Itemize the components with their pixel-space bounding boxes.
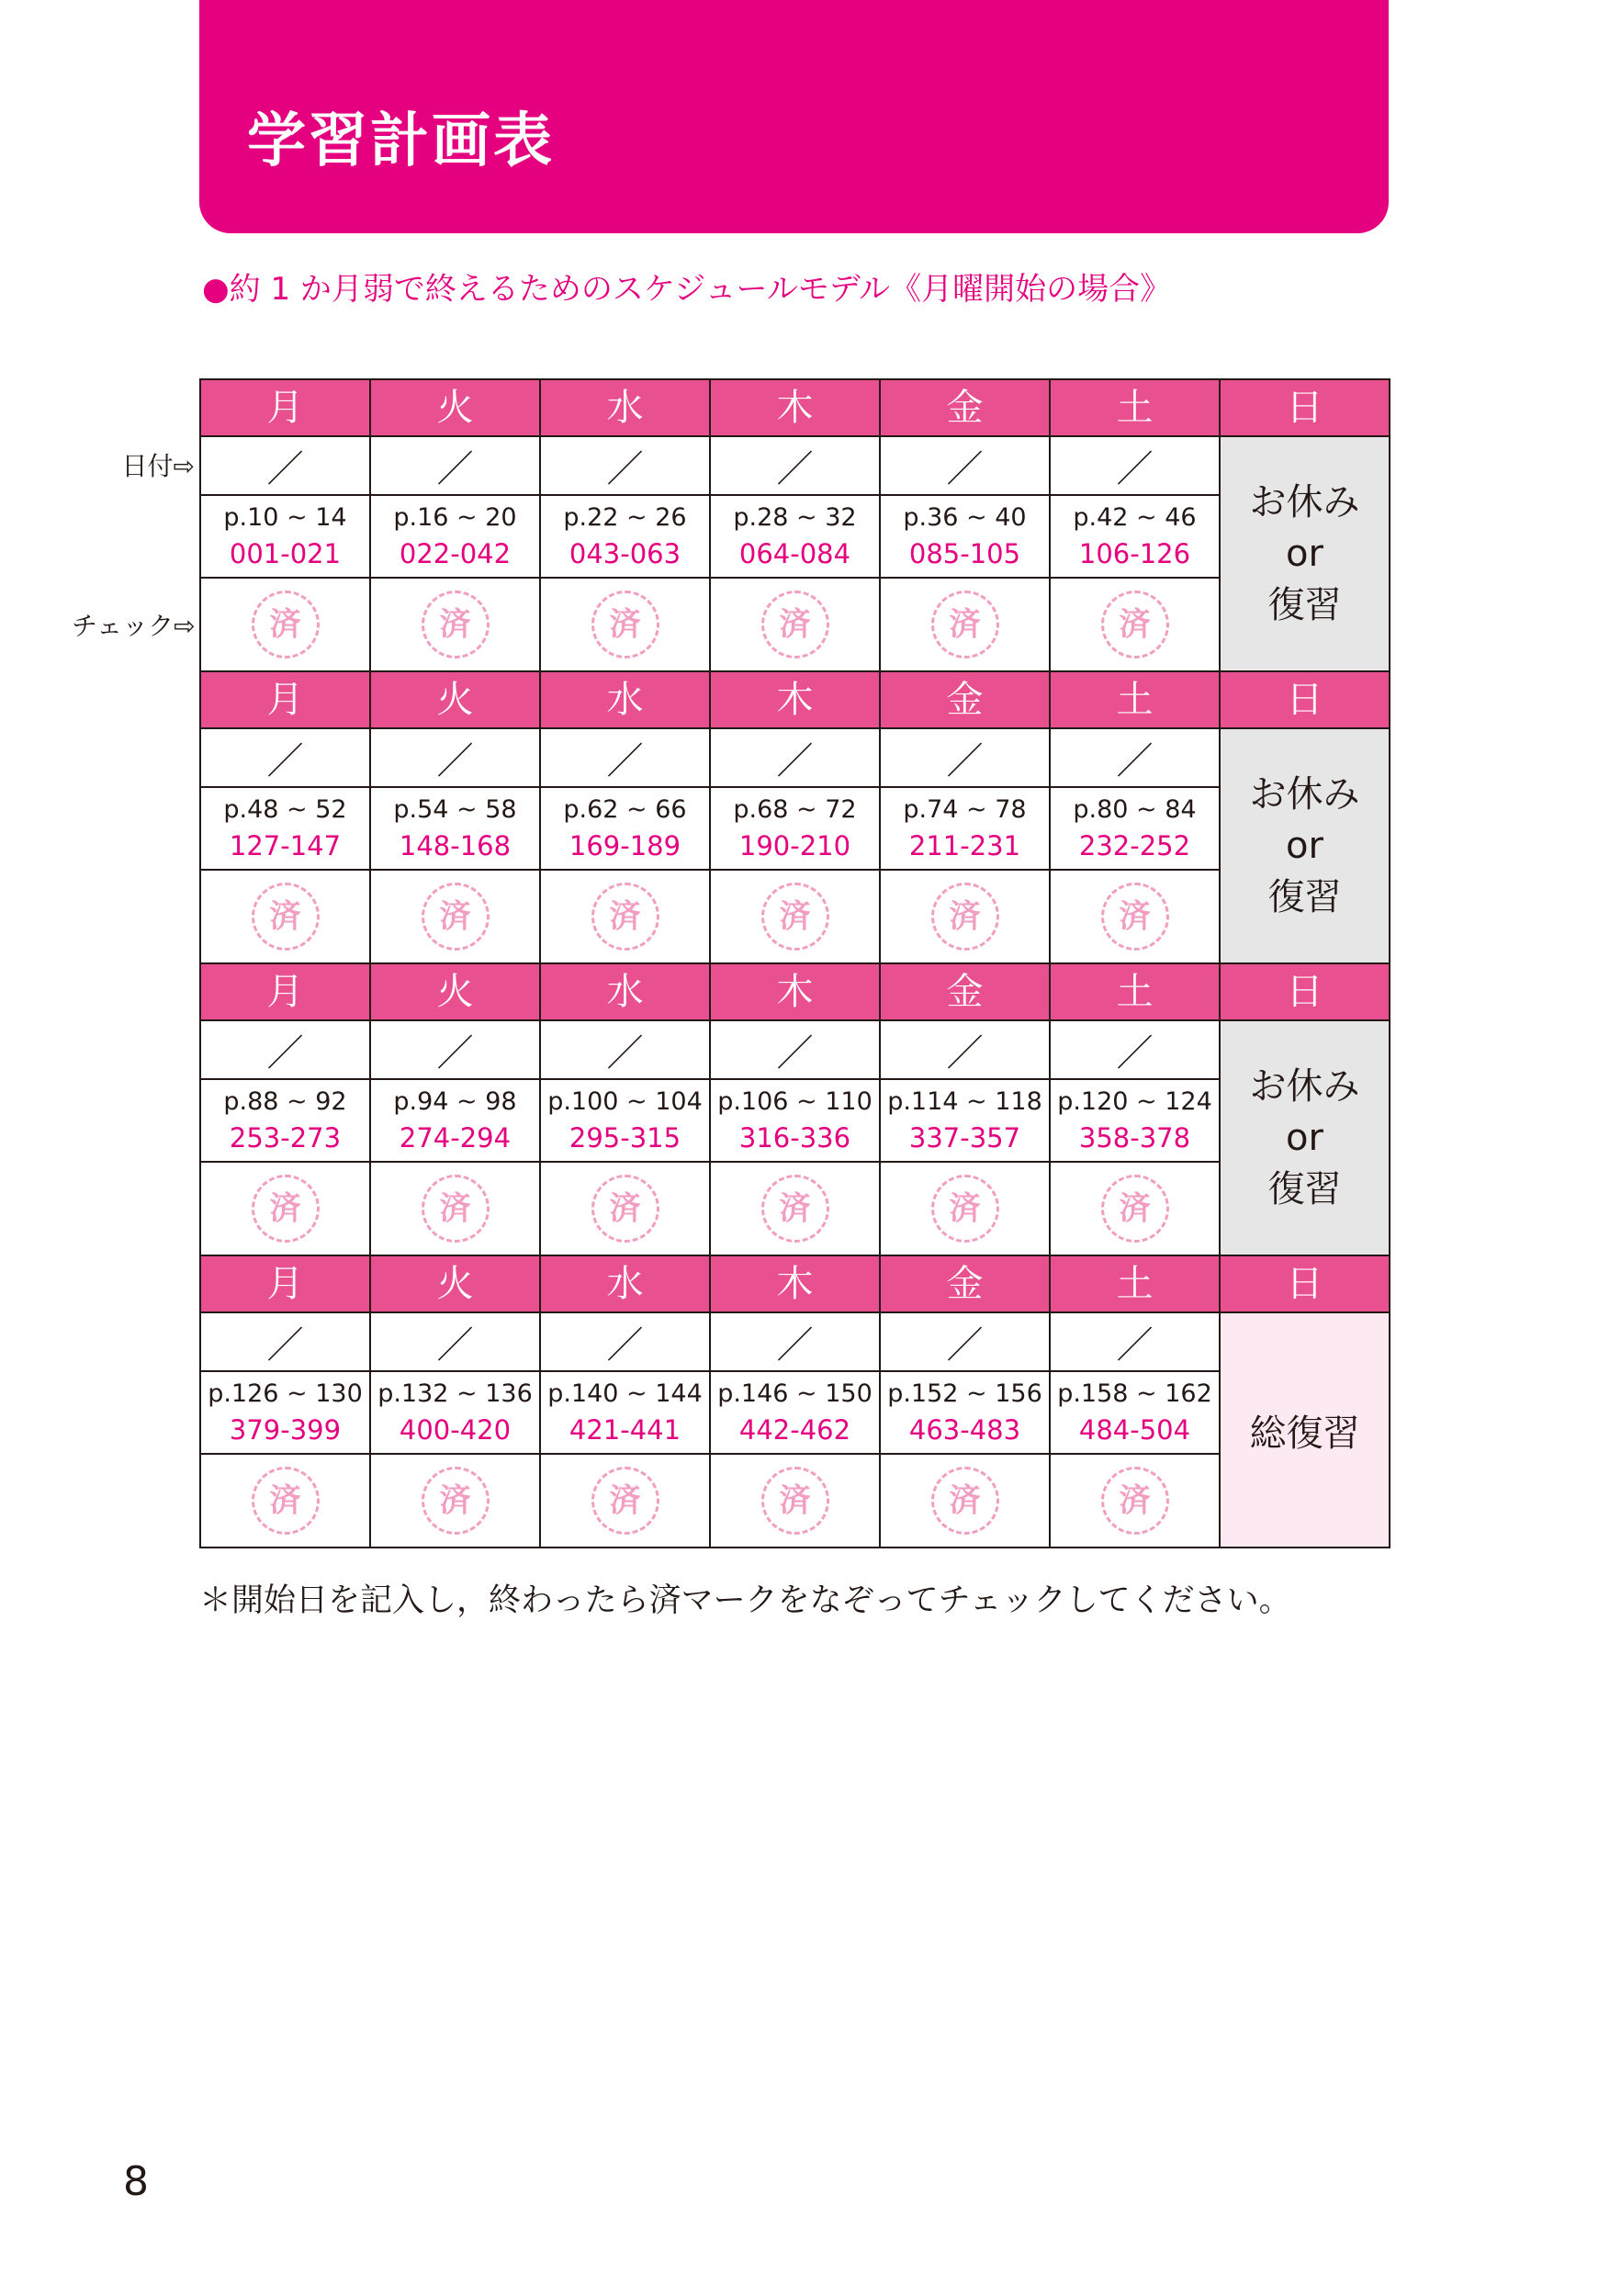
page-range: p.68 ~ 72 [733, 794, 857, 824]
check-cell [200, 870, 370, 963]
done-stamp[interactable]: 済 [422, 1175, 490, 1243]
item-range: 064-084 [738, 537, 851, 569]
page-range: p.126 ~ 130 [208, 1379, 363, 1408]
item-range: 421-441 [569, 1413, 681, 1446]
sunday-text: お休み [1249, 481, 1360, 523]
pages-row [200, 1079, 1390, 1162]
day-header-cell: 土 [1050, 379, 1220, 436]
sunday-text: 復習 [1267, 584, 1342, 626]
page-range: p.28 ~ 32 [733, 502, 857, 532]
item-range: 358-378 [1078, 1121, 1191, 1154]
pages-cell [540, 495, 710, 578]
day-header-cell: 月 [200, 671, 370, 728]
sunday-cell [1220, 728, 1390, 963]
done-stamp[interactable]: 済 [1101, 591, 1169, 658]
page-range: p.152 ~ 156 [887, 1379, 1042, 1408]
sunday-text: 復習 [1267, 876, 1342, 918]
pages-cell [1050, 1371, 1220, 1454]
check-cell [370, 578, 540, 671]
date-row-label: 日付⇨ [121, 451, 195, 481]
page-range: p.48 ~ 52 [223, 794, 347, 824]
day-header-cell: 木 [710, 963, 880, 1020]
done-stamp[interactable]: 済 [591, 591, 659, 658]
day-header-cell: 木 [710, 671, 880, 728]
page-range: p.94 ~ 98 [393, 1086, 517, 1116]
pages-cell [200, 1079, 370, 1162]
check-row [200, 870, 1390, 963]
check-cell [1050, 1454, 1220, 1548]
date-entry-cell[interactable]: ／ [710, 1312, 880, 1371]
done-stamp[interactable]: 済 [931, 1467, 999, 1535]
sunday-text: or [1286, 825, 1323, 867]
date-entry-cell[interactable]: ／ [200, 436, 370, 495]
done-stamp[interactable]: 済 [591, 1175, 659, 1243]
check-cell [200, 1162, 370, 1255]
date-entry-cell[interactable]: ／ [540, 436, 710, 495]
pages-cell [540, 1371, 710, 1454]
check-cell [540, 578, 710, 671]
item-range: 379-399 [229, 1413, 342, 1446]
check-row [200, 1162, 1390, 1255]
sunday-cell [1220, 1020, 1390, 1255]
pages-cell [880, 1371, 1050, 1454]
day-header-row [200, 963, 1390, 1020]
check-row [200, 1454, 1390, 1548]
check-cell [200, 1454, 370, 1548]
item-range: 169-189 [569, 829, 681, 861]
done-stamp[interactable]: 済 [252, 1175, 320, 1243]
item-range: 337-357 [908, 1121, 1021, 1154]
date-entry-cell[interactable]: ／ [540, 728, 710, 787]
done-stamp[interactable]: 済 [1101, 1175, 1169, 1243]
done-stamp[interactable]: 済 [761, 1467, 829, 1535]
check-cell [710, 870, 880, 963]
date-entry-cell[interactable]: ／ [200, 1020, 370, 1079]
pages-cell [1050, 787, 1220, 870]
page-range: p.140 ~ 144 [547, 1379, 703, 1408]
pages-cell [200, 495, 370, 578]
day-header-cell: 土 [1050, 963, 1220, 1020]
item-range: 001-021 [229, 537, 342, 569]
check-cell [710, 1454, 880, 1548]
check-cell [1050, 1162, 1220, 1255]
page-range: p.80 ~ 84 [1073, 794, 1197, 824]
date-row [200, 436, 1390, 495]
day-header-cell: 木 [710, 1255, 880, 1312]
date-entry-cell[interactable]: ／ [710, 436, 880, 495]
page-range: p.100 ~ 104 [547, 1086, 703, 1116]
done-stamp[interactable]: 済 [422, 1467, 490, 1535]
page-range: p.42 ~ 46 [1073, 502, 1197, 532]
date-entry-cell[interactable]: ／ [540, 1020, 710, 1079]
date-entry-cell[interactable]: ／ [880, 436, 1050, 495]
day-header-cell: 火 [370, 671, 540, 728]
pages-cell [370, 495, 540, 578]
check-cell [880, 578, 1050, 671]
date-entry-cell[interactable]: ／ [1050, 728, 1220, 787]
day-header-row [200, 1255, 1390, 1312]
check-cell [370, 1454, 540, 1548]
pages-cell [880, 495, 1050, 578]
day-header-row [200, 671, 1390, 728]
day-header-cell: 日 [1220, 1255, 1390, 1312]
item-range: 463-483 [908, 1413, 1021, 1446]
page-range: p.62 ~ 66 [563, 794, 687, 824]
item-range: 442-462 [738, 1413, 851, 1446]
sunday-text: お休み [1249, 1065, 1360, 1108]
page-range: p.88 ~ 92 [223, 1086, 347, 1116]
pages-cell [370, 1371, 540, 1454]
done-stamp[interactable]: 済 [252, 1467, 320, 1535]
done-stamp[interactable]: 済 [422, 883, 490, 951]
page-range: p.36 ~ 40 [903, 502, 1027, 532]
day-header-cell: 日 [1220, 671, 1390, 728]
sunday-cell [1220, 436, 1390, 671]
date-entry-cell[interactable]: ／ [370, 1020, 540, 1079]
check-cell [370, 870, 540, 963]
page-range: p.146 ~ 150 [717, 1379, 873, 1408]
page-range: p.74 ~ 78 [903, 794, 1027, 824]
study-schedule-table [199, 378, 1390, 1548]
day-header-cell: 金 [880, 1255, 1050, 1312]
day-header-cell: 水 [540, 1255, 710, 1312]
item-range: 148-168 [399, 829, 512, 861]
pages-cell [200, 787, 370, 870]
date-entry-cell[interactable]: ／ [880, 728, 1050, 787]
day-header-cell: 水 [540, 963, 710, 1020]
schedule-subtitle: ●約 1 か月弱で終えるためのスケジュールモデル《月曜開始の場合》 [202, 271, 1172, 308]
pages-cell [710, 1371, 880, 1454]
check-cell [880, 1454, 1050, 1548]
day-header-row [200, 379, 1390, 436]
pages-cell [1050, 1079, 1220, 1162]
done-stamp[interactable]: 済 [761, 883, 829, 951]
item-range: 295-315 [569, 1121, 681, 1154]
item-range: 085-105 [908, 537, 1021, 569]
pages-cell [710, 1079, 880, 1162]
pages-cell [370, 1079, 540, 1162]
done-stamp[interactable]: 済 [931, 591, 999, 658]
check-row-label: チェック⇨ [72, 611, 196, 641]
pages-cell [200, 1371, 370, 1454]
pages-row [200, 1371, 1390, 1454]
day-header-cell: 水 [540, 379, 710, 436]
page-range: p.114 ~ 118 [887, 1086, 1042, 1116]
done-stamp[interactable]: 済 [252, 883, 320, 951]
page-range: p.120 ~ 124 [1057, 1086, 1212, 1116]
day-header-cell: 土 [1050, 671, 1220, 728]
footnote: ＊開始日を記入し，終わったら済マークをなぞってチェックしてください。 [199, 1582, 1291, 1619]
page-range: p.54 ~ 58 [393, 794, 517, 824]
item-range: 022-042 [399, 537, 512, 569]
check-cell [540, 1454, 710, 1548]
day-header-cell: 金 [880, 379, 1050, 436]
day-header-cell: 日 [1220, 379, 1390, 436]
day-header-cell: 日 [1220, 963, 1390, 1020]
check-cell [880, 870, 1050, 963]
page-title: 学習計画表 [247, 107, 555, 175]
date-row [200, 1312, 1390, 1371]
done-stamp[interactable]: 済 [931, 883, 999, 951]
day-header-cell: 金 [880, 963, 1050, 1020]
item-range: 253-273 [229, 1121, 342, 1154]
pages-cell [1050, 495, 1220, 578]
day-header-cell: 土 [1050, 1255, 1220, 1312]
done-stamp[interactable]: 済 [761, 1175, 829, 1243]
pages-cell [710, 787, 880, 870]
check-cell [540, 870, 710, 963]
done-stamp[interactable]: 済 [422, 591, 490, 658]
check-row [200, 578, 1390, 671]
page-range: p.22 ~ 26 [563, 502, 687, 532]
done-stamp[interactable]: 済 [1101, 1467, 1169, 1535]
day-header-cell: 木 [710, 379, 880, 436]
date-row [200, 1020, 1390, 1079]
done-stamp[interactable]: 済 [252, 591, 320, 658]
item-range: 400-420 [399, 1413, 512, 1446]
page-range: p.10 ~ 14 [223, 502, 347, 532]
sunday-text: or [1286, 1117, 1323, 1159]
done-stamp[interactable]: 済 [761, 591, 829, 658]
item-range: 316-336 [738, 1121, 851, 1154]
header-banner [199, 0, 1389, 233]
item-range: 211-231 [908, 829, 1021, 861]
pages-row [200, 495, 1390, 578]
sunday-text: 総復習 [1249, 1412, 1360, 1455]
date-entry-cell[interactable]: ／ [200, 1312, 370, 1371]
date-row [200, 728, 1390, 787]
date-entry-cell[interactable]: ／ [710, 728, 880, 787]
sunday-text: or [1286, 533, 1323, 575]
item-range: 106-126 [1078, 537, 1191, 569]
date-entry-cell[interactable]: ／ [1050, 1312, 1220, 1371]
day-header-cell: 水 [540, 671, 710, 728]
item-range: 232-252 [1078, 829, 1191, 861]
date-entry-cell[interactable]: ／ [1050, 436, 1220, 495]
pages-cell [540, 787, 710, 870]
check-cell [710, 1162, 880, 1255]
sunday-text: お休み [1249, 773, 1360, 816]
item-range: 484-504 [1078, 1413, 1191, 1446]
date-entry-cell[interactable]: ／ [710, 1020, 880, 1079]
date-entry-cell[interactable]: ／ [370, 1312, 540, 1371]
page-range: p.132 ~ 136 [377, 1379, 533, 1408]
day-header-cell: 月 [200, 1255, 370, 1312]
item-range: 190-210 [738, 829, 851, 861]
day-header-cell: 火 [370, 1255, 540, 1312]
day-header-cell: 金 [880, 671, 1050, 728]
check-cell [880, 1162, 1050, 1255]
pages-cell [880, 787, 1050, 870]
schedule-body [200, 379, 1390, 1548]
date-entry-cell[interactable]: ／ [200, 728, 370, 787]
check-cell [370, 1162, 540, 1255]
date-entry-cell[interactable]: ／ [540, 1312, 710, 1371]
done-stamp[interactable]: 済 [1101, 883, 1169, 951]
date-entry-cell[interactable]: ／ [370, 436, 540, 495]
check-cell [1050, 870, 1220, 963]
sunday-cell [1220, 1312, 1390, 1548]
pages-cell [540, 1079, 710, 1162]
check-cell [200, 578, 370, 671]
item-range: 043-063 [569, 537, 681, 569]
item-range: 127-147 [229, 829, 342, 861]
item-range: 274-294 [399, 1121, 512, 1154]
day-header-cell: 火 [370, 963, 540, 1020]
date-entry-cell[interactable]: ／ [370, 728, 540, 787]
pages-cell [370, 787, 540, 870]
sunday-text: 復習 [1267, 1168, 1342, 1210]
pages-cell [710, 495, 880, 578]
check-cell [710, 578, 880, 671]
page-range: p.106 ~ 110 [717, 1086, 873, 1116]
page-range: p.16 ~ 20 [393, 502, 517, 532]
pages-cell [880, 1079, 1050, 1162]
done-stamp[interactable]: 済 [591, 1467, 659, 1535]
date-entry-cell[interactable]: ／ [880, 1020, 1050, 1079]
done-stamp[interactable]: 済 [591, 883, 659, 951]
page-number: 8 [123, 2158, 149, 2205]
pages-row [200, 787, 1390, 870]
done-stamp[interactable]: 済 [931, 1175, 999, 1243]
check-cell [1050, 578, 1220, 671]
page-range: p.158 ~ 162 [1057, 1379, 1212, 1408]
date-entry-cell[interactable]: ／ [1050, 1020, 1220, 1079]
date-entry-cell[interactable]: ／ [880, 1312, 1050, 1371]
day-header-cell: 火 [370, 379, 540, 436]
day-header-cell: 月 [200, 379, 370, 436]
day-header-cell: 月 [200, 963, 370, 1020]
check-cell [540, 1162, 710, 1255]
